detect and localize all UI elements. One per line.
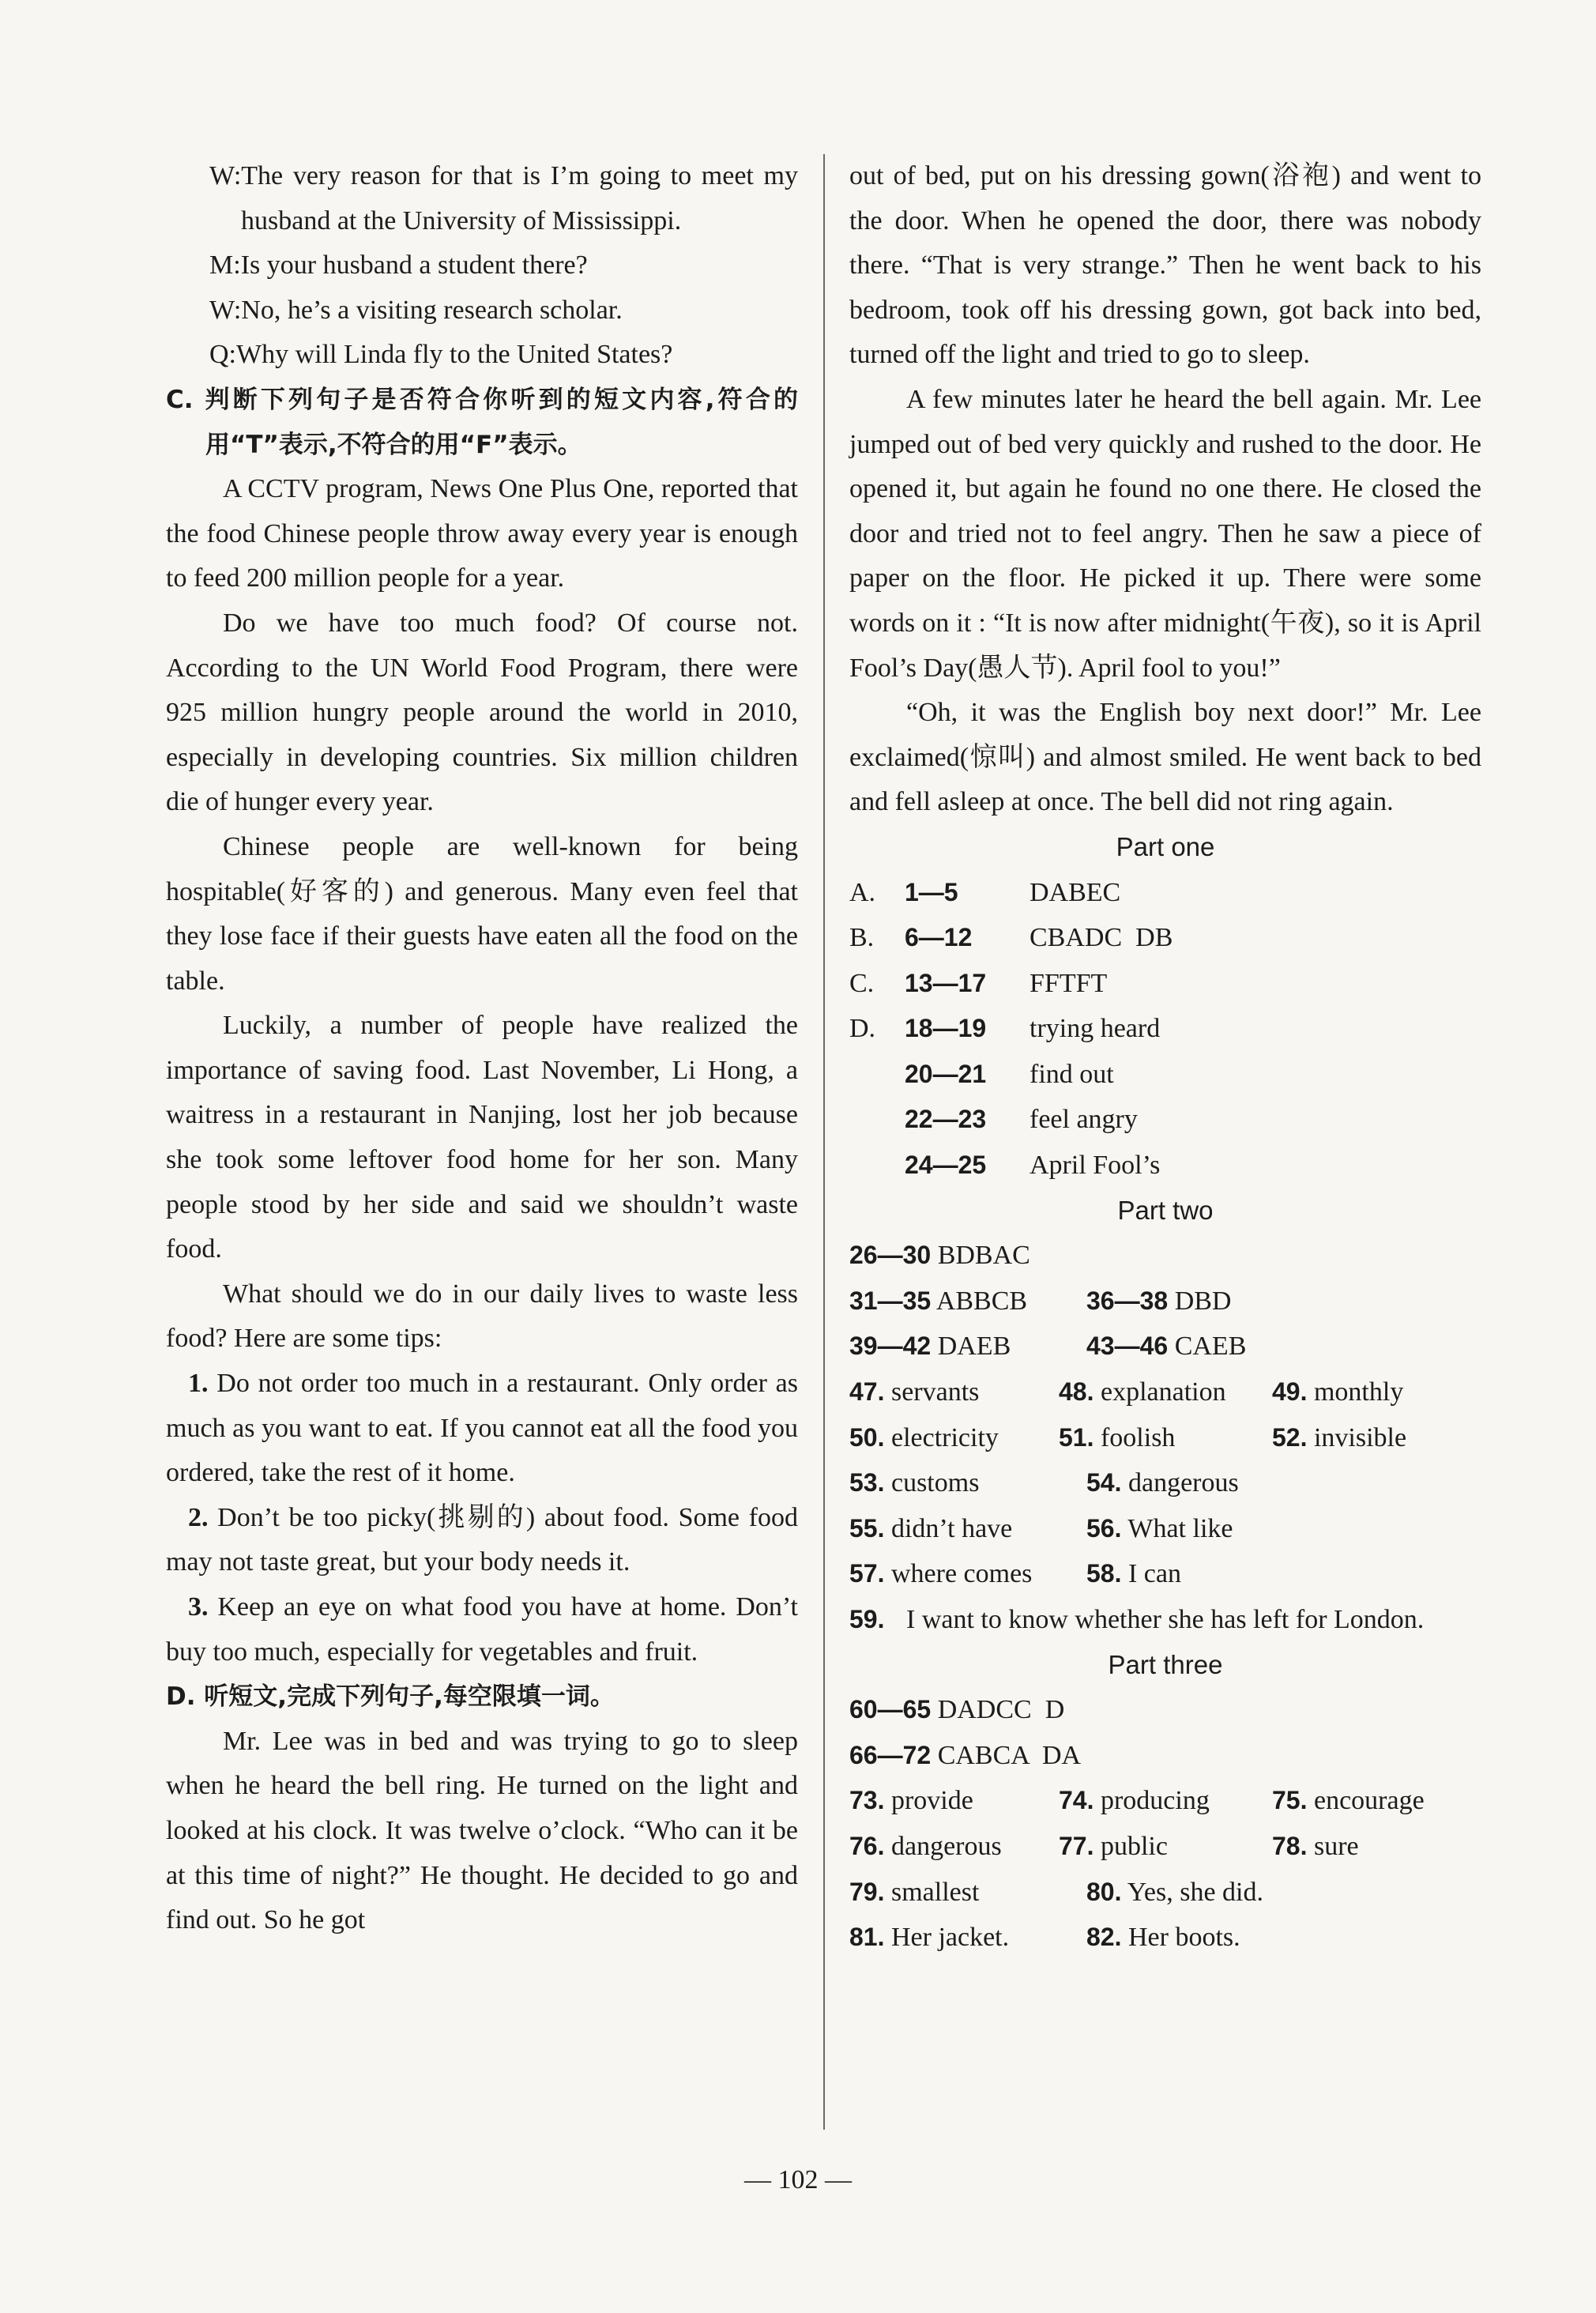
answer-text: I can bbox=[1127, 1559, 1181, 1589]
answer-row bbox=[849, 1369, 1481, 1415]
answer-text: CABCA DA bbox=[937, 1740, 1082, 1770]
paragraph: What should we do in our daily lives to waste less food? Here are some tips: bbox=[166, 1279, 798, 1354]
answer-text: encourage bbox=[1313, 1786, 1425, 1816]
question-number: 50. bbox=[849, 1422, 885, 1452]
part-two-heading: Part two bbox=[1117, 1195, 1214, 1225]
answer-group bbox=[1086, 1506, 1233, 1552]
answer-row: 59. I want to know whether she has left for London. bbox=[849, 1605, 1425, 1634]
question-number: 31—35 bbox=[849, 1286, 932, 1315]
answer-group bbox=[849, 1915, 1086, 1961]
answer-text: monthly bbox=[1313, 1377, 1404, 1407]
answer-group bbox=[849, 1824, 1059, 1870]
answer-row bbox=[849, 1233, 1481, 1279]
answer-group bbox=[849, 1415, 1059, 1461]
answer-group bbox=[1086, 1324, 1246, 1369]
answer-group bbox=[849, 1369, 1059, 1415]
answer-row: 24—25 April Fool’s bbox=[905, 1151, 1161, 1181]
answer-row bbox=[849, 1870, 1481, 1916]
right-column bbox=[849, 154, 1481, 1961]
question-number: 76. bbox=[849, 1831, 885, 1860]
answer-text: where comes bbox=[890, 1559, 1033, 1589]
answer-row bbox=[849, 1687, 1481, 1733]
answer-text: Her boots. bbox=[1127, 1923, 1240, 1953]
answer-text: DBD bbox=[1174, 1286, 1232, 1316]
answer-text: invisible bbox=[1313, 1422, 1407, 1452]
tip-item: 2. Don’t be too picky(挑剔的) about food. Some food may not taste great, but your body needs it. bbox=[166, 1502, 799, 1577]
paragraph: A few minutes later he heard the bell again. Mr. Lee jumped out of bed very quickly and rushed to the door. He opened it, but again he found no one there. He closed the door and tried not to feel angry. Then he saw a piece of paper on the floor. He picked it up. There were some words on it : “It is now after midnight(午夜), so it is April Fool’s Day(愚人节). April fool to you!” bbox=[849, 384, 1481, 683]
answer-text: public bbox=[1100, 1831, 1168, 1861]
answer-row bbox=[849, 1551, 1481, 1597]
question-number: 75. bbox=[1272, 1786, 1308, 1815]
answer-text: explanation bbox=[1100, 1377, 1226, 1407]
column-divider bbox=[823, 154, 825, 2130]
answer-row: A. 1—5 DABEC bbox=[849, 877, 1121, 907]
dialog-line: M:Is your husband a student there? bbox=[209, 251, 588, 281]
answer-group bbox=[849, 1460, 1086, 1506]
answer-row bbox=[849, 1778, 1481, 1824]
question-number: 78. bbox=[1272, 1831, 1308, 1860]
answer-group bbox=[1272, 1369, 1403, 1415]
answer-group bbox=[1059, 1778, 1272, 1824]
answer-text: Yes, she did. bbox=[1127, 1877, 1263, 1907]
question-number: 53. bbox=[849, 1468, 885, 1497]
answer-row bbox=[849, 1915, 1481, 1961]
question-number: 74. bbox=[1059, 1786, 1094, 1815]
answer-group bbox=[849, 1733, 1086, 1779]
answer-group bbox=[849, 1506, 1086, 1552]
answer-group bbox=[849, 1778, 1059, 1824]
question-number: 80. bbox=[1086, 1877, 1122, 1906]
answer-text: Her jacket. bbox=[890, 1923, 1010, 1953]
tip-item: 3. Keep an eye on what food you have at home. Don’t buy too much, especially for vegetables and fruit. bbox=[166, 1592, 798, 1667]
answer-group bbox=[849, 1233, 1086, 1279]
answer-text: DAEB bbox=[937, 1332, 1011, 1362]
answer-text: smallest bbox=[890, 1877, 980, 1907]
left-column bbox=[166, 154, 798, 1943]
answer-text: sure bbox=[1313, 1831, 1359, 1861]
question-number: 58. bbox=[1086, 1559, 1122, 1588]
answer-text: foolish bbox=[1100, 1422, 1176, 1452]
answer-row: C. 13—17 FFTFT bbox=[849, 968, 1108, 998]
question-number: 36—38 bbox=[1086, 1286, 1169, 1315]
answer-row: D. 18—19 trying heard bbox=[849, 1014, 1161, 1044]
answer-group bbox=[849, 1687, 1086, 1733]
question-number: 57. bbox=[849, 1559, 885, 1588]
question-number: 79. bbox=[849, 1877, 885, 1906]
answer-row: 20—21 find out bbox=[905, 1059, 1114, 1089]
answer-text: didn’t have bbox=[890, 1513, 1013, 1543]
answer-group bbox=[1272, 1824, 1359, 1870]
paragraph: Chinese people are well-known for being hospitable(好客的) and generous. Many even feel that they lose face if their guests have eaten all the food on the table. bbox=[166, 831, 798, 996]
answer-group bbox=[1059, 1824, 1272, 1870]
question-number: 52. bbox=[1272, 1422, 1308, 1452]
answer-text: producing bbox=[1100, 1786, 1210, 1816]
answer-text: ABBCB bbox=[935, 1286, 1028, 1316]
dialog-line: Q:Why will Linda fly to the United States? bbox=[209, 340, 673, 370]
answer-text: BDBAC bbox=[937, 1241, 1030, 1271]
question-number: 43—46 bbox=[1086, 1332, 1169, 1361]
answer-text: provide bbox=[890, 1786, 973, 1816]
answer-group bbox=[1086, 1551, 1181, 1597]
question-number: 51. bbox=[1059, 1422, 1094, 1452]
answer-row bbox=[849, 1506, 1481, 1552]
answer-row bbox=[849, 1460, 1481, 1506]
section-c-heading: C. 判断下列句子是否符合你听到的短文内容,符合的用“T”表示,不符合的用“F”表示。 bbox=[166, 385, 798, 459]
answer-group bbox=[849, 1324, 1086, 1369]
question-number: 77. bbox=[1059, 1831, 1094, 1860]
answer-group bbox=[1086, 1460, 1239, 1506]
part-two-answers bbox=[849, 1233, 1481, 1597]
question-number: 54. bbox=[1086, 1468, 1122, 1497]
answer-group bbox=[849, 1551, 1086, 1597]
part-three-heading: Part three bbox=[1108, 1649, 1223, 1679]
paragraph: “Oh, it was the English boy next door!” Mr. Lee exclaimed(惊叫) and almost smiled. He went back to bed and fell asleep at once. The bell did not ring again. bbox=[849, 698, 1481, 817]
answer-row bbox=[849, 1415, 1481, 1461]
answer-text: electricity bbox=[890, 1422, 999, 1452]
answer-group bbox=[1086, 1279, 1231, 1324]
question-number: 56. bbox=[1086, 1513, 1122, 1543]
answer-group bbox=[1272, 1415, 1406, 1461]
answer-row bbox=[849, 1324, 1481, 1369]
answer-text: dangerous bbox=[890, 1831, 1002, 1861]
question-number: 66—72 bbox=[849, 1740, 932, 1769]
answer-group bbox=[849, 1279, 1086, 1324]
question-number: 49. bbox=[1272, 1377, 1308, 1407]
answer-text: What like bbox=[1127, 1513, 1233, 1543]
question-number: 39—42 bbox=[849, 1332, 932, 1361]
answer-row bbox=[849, 1279, 1481, 1324]
tip-item: 1. Do not order too much in a restaurant. Only order as much as you want to eat. If you cannot eat all the food you ordered, take the rest of it home. bbox=[166, 1369, 799, 1488]
paragraph: Do we have too much food? Of course not. According to the UN World Food Program, there were 925 million hungry people around the world in 2010, especially in developing countries. Six million children die of hunger every year. bbox=[166, 608, 798, 817]
answer-text: CAEB bbox=[1174, 1332, 1247, 1362]
question-number: 73. bbox=[849, 1786, 885, 1815]
paragraph: Mr. Lee was in bed and was trying to go to sleep when he heard the bell ring. He turned on the light and looked at his clock. It was twelve o’clock. “Who can it be at this time of night?” He thought. He decided to go and find out. So he got bbox=[166, 1726, 798, 1935]
paragraph: Luckily, a number of people have realized the importance of saving food. Last November, Li Hong, a waitress in a restaurant in Nanjing, lost her job because she took some leftover food home for her son. Many people stood by her side and said we shouldn’t waste food. bbox=[166, 1011, 798, 1264]
question-number: 60—65 bbox=[849, 1695, 932, 1724]
part-one-heading: Part one bbox=[1116, 831, 1215, 861]
answer-row bbox=[849, 1733, 1481, 1779]
answer-text: customs bbox=[890, 1468, 980, 1498]
answer-text: servants bbox=[890, 1377, 980, 1407]
paragraph: A CCTV program, News One Plus One, reported that the food Chinese people throw away every year is enough to feed 200 million people for a year. bbox=[166, 474, 798, 593]
page-number: — 102 — bbox=[744, 2165, 852, 2194]
answer-group bbox=[1086, 1915, 1240, 1961]
part-three-answers bbox=[849, 1687, 1481, 1961]
dialog-line: W:The very reason for that is I’m going to meet my husband at the University of Mississippi. bbox=[209, 161, 798, 235]
answer-group bbox=[1086, 1870, 1263, 1916]
answer-text: DADCC D bbox=[937, 1695, 1065, 1725]
section-d-heading: D. 听短文,完成下列句子,每空限填一词。 bbox=[166, 1682, 615, 1712]
answer-group bbox=[849, 1870, 1086, 1916]
paragraph: out of bed, put on his dressing gown(浴袍) and went to the door. When he opened the door, there was nobody there. “That is very strange.” Then he went back to his bedroom, took off his dressing gown, got back into bed, turned off the light and tried to go to sleep. bbox=[849, 161, 1481, 370]
answer-row bbox=[849, 1824, 1481, 1870]
answer-group bbox=[1272, 1778, 1425, 1824]
answer-group bbox=[1059, 1369, 1272, 1415]
question-number: 26—30 bbox=[849, 1241, 932, 1270]
dialog-line: W:No, he’s a visiting research scholar. bbox=[209, 295, 623, 325]
question-number: 55. bbox=[849, 1513, 885, 1543]
question-number: 47. bbox=[849, 1377, 885, 1407]
question-number: 82. bbox=[1086, 1923, 1122, 1952]
answer-group bbox=[1059, 1415, 1272, 1461]
question-number: 81. bbox=[849, 1923, 885, 1952]
answer-row: 22—23 feel angry bbox=[905, 1105, 1138, 1135]
answer-row: B. 6—12 CBADC DB bbox=[849, 923, 1173, 953]
answer-text: dangerous bbox=[1127, 1468, 1239, 1498]
question-number: 48. bbox=[1059, 1377, 1094, 1407]
